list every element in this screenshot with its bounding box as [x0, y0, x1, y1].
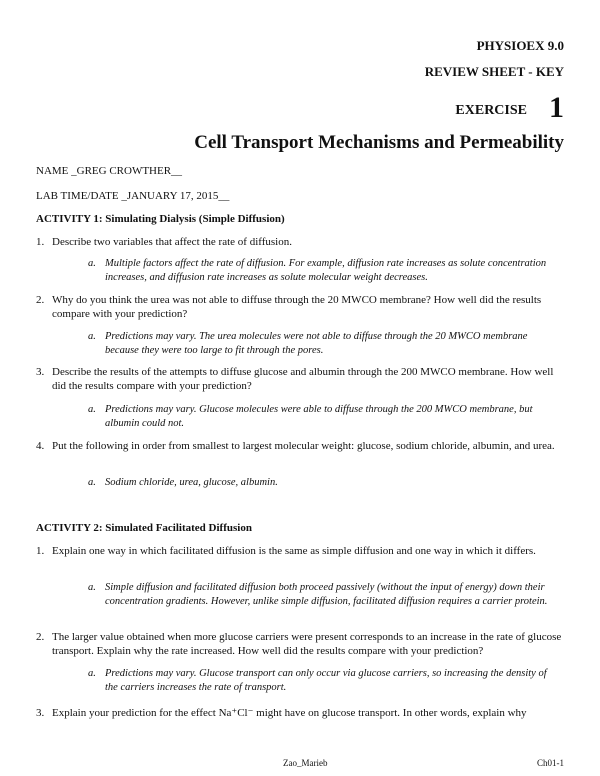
exercise-heading	[455, 91, 564, 125]
question-number: 4.	[36, 440, 45, 452]
answer-text: Predictions may vary. Glucose molecules were able to diffuse through the 200 MWCO membrane, but albumin could not.	[105, 404, 533, 429]
activity1-heading: ACTIVITY 1: Simulating Dialysis (Simple Diffusion)	[36, 213, 285, 225]
answer-text: Predictions may vary. The urea molecules were not able to diffuse through the 20 MWCO membrane because they were too large to fit through the pores.	[105, 331, 528, 356]
answer-letter: a.	[88, 331, 96, 342]
answer-letter: a.	[88, 477, 96, 488]
question-number: 3.	[36, 707, 45, 719]
answer-letter: a.	[88, 582, 96, 593]
labdate-line: LAB TIME/DATE _JANUARY 17, 2015__	[36, 190, 230, 202]
answer-text: Predictions may vary. Glucose transport can only occur via glucose carriers, so increasing the density of the carriers increases the rate of transport.	[105, 668, 547, 693]
answer-text: Multiple factors affect the rate of diffusion. For example, diffusion rate increases as solute concentration increases, and diffusion rate increases as solute molecular weight decreases.	[105, 258, 547, 283]
question-text: Explain your prediction for the effect Na⁺Cl⁻ might have on glucose transport. In other words, explain why	[52, 707, 527, 719]
footer-author: Zao_Marieb	[283, 758, 328, 768]
question-text: Explain one way in which facilitated diffusion is the same as simple diffusion and one way in which it differs.	[52, 545, 536, 557]
header-line2: REVIEW SHEET - KEY	[424, 64, 564, 79]
question-number: 2.	[36, 294, 45, 306]
question-text: Describe two variables that affect the rate of diffusion.	[52, 236, 292, 248]
footer-page: Ch01-1	[537, 758, 564, 768]
question-number: 1.	[36, 236, 45, 248]
header-line1: PHYSIOEX 9.0	[476, 38, 564, 53]
question-number: 2.	[36, 631, 45, 643]
exercise-label: EXERCISE	[455, 103, 527, 118]
answer-text: Sodium chloride, urea, glucose, albumin.	[105, 477, 278, 488]
question-number: 3.	[36, 366, 45, 378]
name-line: NAME _GREG CROWTHER__	[36, 165, 183, 177]
question-text: The larger value obtained when more glucose carriers were present corresponds to an increase in the rate of glucose transport. Explain why the rate increased. How well did the results compare with your prediction?	[52, 631, 562, 657]
exercise-number: 1	[549, 91, 564, 124]
answer-letter: a.	[88, 258, 96, 269]
question-number: 1.	[36, 545, 45, 557]
answer-text: Simple diffusion and facilitated diffusion both proceed passively (without the input of energy) down their concentration gradients. However, unlike simple diffusion, facilitated diffusion requires a carrier protein.	[105, 582, 548, 607]
answer-letter: a.	[88, 404, 96, 415]
question-text: Put the following in order from smallest to largest molecular weight: glucose, sodium chloride, albumin, and urea.	[52, 440, 555, 452]
page-title: Cell Transport Mechanisms and Permeability	[194, 132, 564, 153]
question-text: Describe the results of the attempts to diffuse glucose and albumin through the 200 MWCO membrane. How well did the results compare with your prediction?	[52, 366, 554, 392]
activity2-heading: ACTIVITY 2: Simulated Facilitated Diffusion	[36, 522, 252, 534]
answer-letter: a.	[88, 668, 96, 679]
question-text: Why do you think the urea was not able to diffuse through the 20 MWCO membrane? How well did the results compare with your prediction?	[52, 294, 542, 320]
